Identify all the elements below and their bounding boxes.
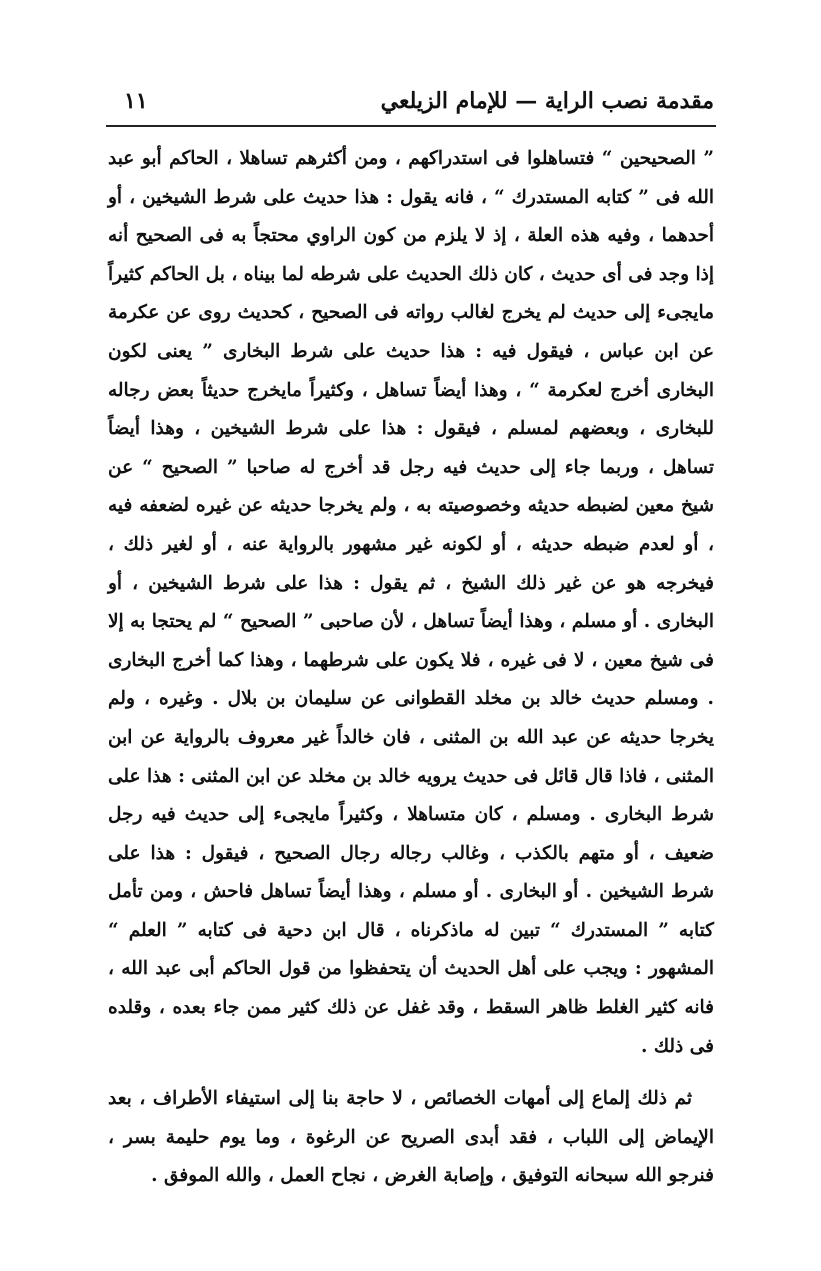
header-title: مقدمة نصب الراية — للإمام الزيلعي — [380, 88, 714, 114]
header-rule — [106, 125, 716, 127]
paragraph-1: ” الصحيحين “ فتساهلوا فى استدراكهم ، ومن أكثرهم تساهلا ، الحاكم أبو عبد الله فى ” كتابه المستدرك “ ، فانه يقول : هذا حديث على شرط الشيخين ، أو أحدهما ، وفيه هذه العلة ، إذ لا يلزم من كون الراوي محتجاً به فى الصحيح أنه إذا وجد فى أى حديث ، كان ذلك الحديث على شرطه لما بيناه ، بل الحاكم كثيراً مايجىء إلى حديث لم يخرج لغالب رواته فى الصحيح ، كحديث روى عن عكرمة عن ابن عباس ، فيقول فيه : هذا حديث على شرط البخارى ” يعنى لكون البخارى أخرج لعكرمة “ ، وهذا أيضاً تساهل ، وكثيراً مايخرج حديثاً بعض رجاله للبخارى ، وبعضهم لمسلم ، فيقول : هذا على شرط الشيخين ، وهذا أيضاً تساهل ، وربما جاء إلى حديث فيه رجل قد أخرج له صاحبا ” الصحيح “ عن شيخ معين لضبطه حديثه وخصوصيته به ، ولم يخرجا حديثه عن غيره لضعفه فيه ، أو لعدم ضبطه حديثه ، أو لكونه غير مشهور بالرواية عنه ، أو لغير ذلك ، فيخرجه هو عن غير ذلك الشيخ ، ثم يقول : هذا على شرط الشيخين ، أو البخارى . أو مسلم ، وهذا أيضاً تساهل ، لأن صاحبى ” الصحيح “ لم يحتجا به إلا فى شيخ معين ، لا فى غيره ، فلا يكون على شرطهما ، وهذا كما أخرج البخارى . ومسلم حديث خالد بن مخلد القطوانى عن سليمان بن بلال . وغيره ، ولم يخرجا حديثه عن عبد الله بن المثنى ، فان خالداً غير معروف بالرواية عن ابن المثنى ، فاذا قال قائل فى حديث يرويه خالد بن مخلد عن ابن المثنى : هذا على شرط البخارى . ومسلم ، كان متساهلا ، وكثيراً مايجىء إلى حديث فيه رجل ضعيف ، أو متهم بالكذب ، وغالب رجاله رجال الصحيح ، فيقول : هذا على شرط الشيخين . أو البخارى . أو مسلم ، وهذا أيضاً تساهل فاحش ، ومن تأمل كتابه ” المستدرك “ تبين له ماذكرناه ، قال ابن دحية فى كتابه ” العلم “ المشهور : ويجب على أهل الحديث أن يتحفظوا من قول الحاكم أبى عبد الله ، فانه كثير الغلط ظاهر السقط ، وقد غفل عن ذلك كثير ممن جاء بعده ، وقلده فى ذلك . — [108, 148, 714, 1057]
paragraph-2: ثم ذلك إلماع إلى أمهات الخصائص ، لا حاجة بنا إلى استيفاء الأطراف ، بعد الإيماض إلى اللباب ، فقد أبدى الصريح عن الرغوة ، وما يوم حليمة بسر ، فنرجو الله سبحانه التوفيق ، وإصابة الغرض ، نجاح العمل ، والله الموفق . — [108, 1088, 714, 1187]
body-text — [108, 140, 714, 1196]
page-number: ١١ — [124, 88, 148, 114]
running-header — [110, 86, 714, 122]
